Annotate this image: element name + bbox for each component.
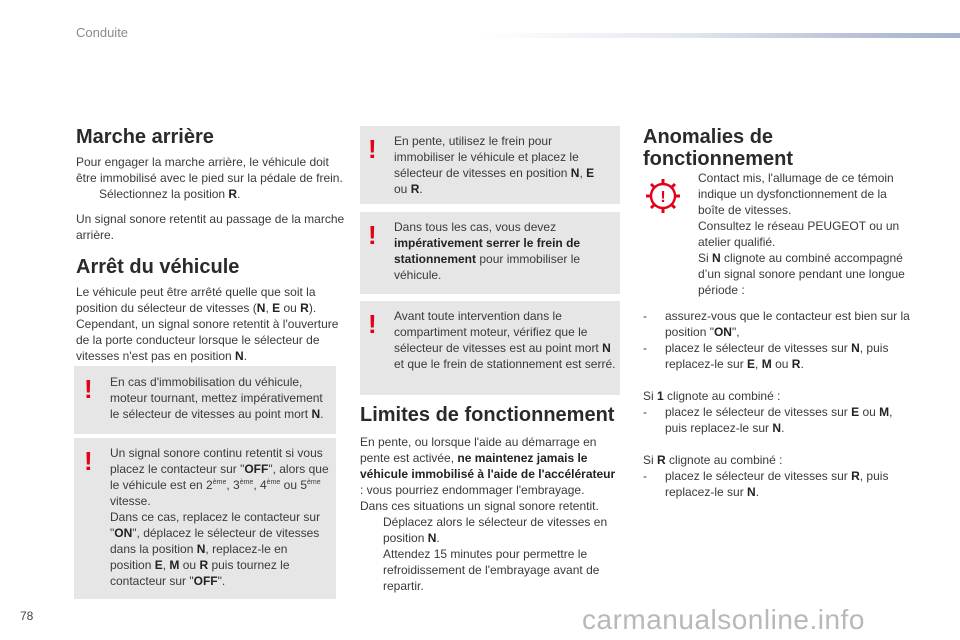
limites-bullets (360, 514, 620, 594)
anomalies-title: Anomalies de fonctionnement (643, 126, 793, 170)
marche-arriere-text: Pour engager la marche arrière, le véhicule doit être immobilisé avec le pied sur la pédale de frein. Sélectionnez la position R. (76, 154, 346, 202)
arret-vehicule-text: Le véhicule peut être arrêté quelle que soit la position du sélecteur de vitesses (N, E ou R). Cependant, un signal sonore retentit à l'ouverture de la porte conducteur lorsque le sélecteur de vitesses n'est pas en position N. (76, 285, 339, 363)
warning-exclamation-icon: ! (368, 309, 377, 339)
warning-text: Dans tous les cas, vous devez impérativement serrer le frein de stationnement pour immobiliser le véhicule. (394, 220, 581, 282)
dash-item: - placez le sélecteur de vitesses sur R, puis replacez-le sur N. (643, 469, 889, 499)
marche-arriere-signal-text: Un signal sonore retentit au passage de la marche arrière. (76, 212, 345, 242)
warning-gear-icon (643, 176, 683, 216)
dash-item: - placez le sélecteur de vitesses sur N, puis replacez-le sur E, M ou R. (643, 341, 889, 371)
warning-text: Un signal sonore continu retentit si vous placez le contacteur sur "OFF", alors que le véhicule est en 2ème, 3ème, 4ème ou 5ème vitesse. Dans ce cas, replacez le contacteur sur "ON", déplacez le sélecteur de vitesses dans la position N, replacez-le en position E, M ou R puis tournez le contacteur sur "OFF". (110, 446, 329, 588)
marche-arriere-bullet: Sélectionnez la position R. (99, 187, 241, 201)
section-header: Conduite (76, 25, 129, 40)
warning-exclamation-icon: ! (368, 134, 377, 164)
arret-vehicule-title: Arrêt du véhicule (76, 256, 240, 278)
anomalies-instructions: - assurez-vous que le contacteur est bien sur la position "ON", - placez le sélecteur de vitesses sur N, puis replacez-le sur E, M ou R. Si 1 clignote au combiné : - placez le sélecteur de vitesses sur E ou M, puis replacez-le sur N. Si R clignote au combiné : - placez le sélecteur de vitesses sur R, puis replacez-le sur N. (643, 308, 913, 500)
dash-item: - placez le sélecteur de vitesses sur E ou M, puis replacez-le sur N. (643, 405, 893, 435)
limites-bullet-2: Attendez 15 minutes pour permettre le refroidissement de l'embrayage avant de repartir. (383, 547, 600, 593)
limites-title: Limites de fonctionnement (360, 404, 615, 426)
warning-exclamation-icon: ! (84, 374, 93, 404)
warning-exclamation-icon: ! (84, 446, 93, 476)
warning-text: En pente, utilisez le frein pour immobiliser le véhicule et placez le sélecteur de vitesses en position N, E ou R. (394, 134, 595, 196)
anomalies-section (643, 126, 913, 170)
left-column (76, 126, 346, 364)
contact-text: Contact mis, l'allumage de ce témoin indique un dysfonctionnement de la boîte de vitesses. Consultez le réseau PEUGEOT ou un atelier qualifié. Si N clignote au combiné accompagné d’un signal sonore pendant une longue période : (698, 171, 905, 297)
warning-box-frein-stationnement (360, 212, 620, 294)
svg-text:!: ! (660, 189, 666, 206)
dash-item: - assurez-vous que le contacteur est bien sur la position "ON", (643, 309, 910, 339)
warning-text: En cas d'immobilisation du véhicule, moteur tournant, mettez impérativement le sélecteur de vitesses au point mort N. (110, 375, 324, 421)
page-number: 78 (20, 609, 34, 623)
limites-text: En pente, ou lorsque l'aide au démarrage en pente est activée, ne maintenez jamais le véhicule immobilisé à l'aide de l'accélérateur : vous pourriez endommager l'embrayage. Dans ces situations un signal sonore retentit. (360, 435, 616, 513)
watermark: carmanualsonline.info (582, 604, 865, 635)
header-gradient-bar (480, 33, 960, 38)
warning-box-intervention-moteur (360, 301, 620, 395)
marche-arriere-title: Marche arrière (76, 126, 214, 148)
limites-section (360, 404, 620, 594)
warning-box-immobilisation (74, 366, 336, 434)
warning-exclamation-icon: ! (368, 220, 377, 250)
warning-box-signal-sonore (74, 438, 336, 599)
limites-bullet-1: Déplacez alors le sélecteur de vitesses en position N. (383, 515, 608, 545)
warning-text: Avant toute intervention dans le compartiment moteur, vérifiez que le sélecteur de vitesses est au point mort N et que le frein de stationnement est serré. (394, 309, 616, 371)
warning-box-pente (360, 126, 620, 204)
